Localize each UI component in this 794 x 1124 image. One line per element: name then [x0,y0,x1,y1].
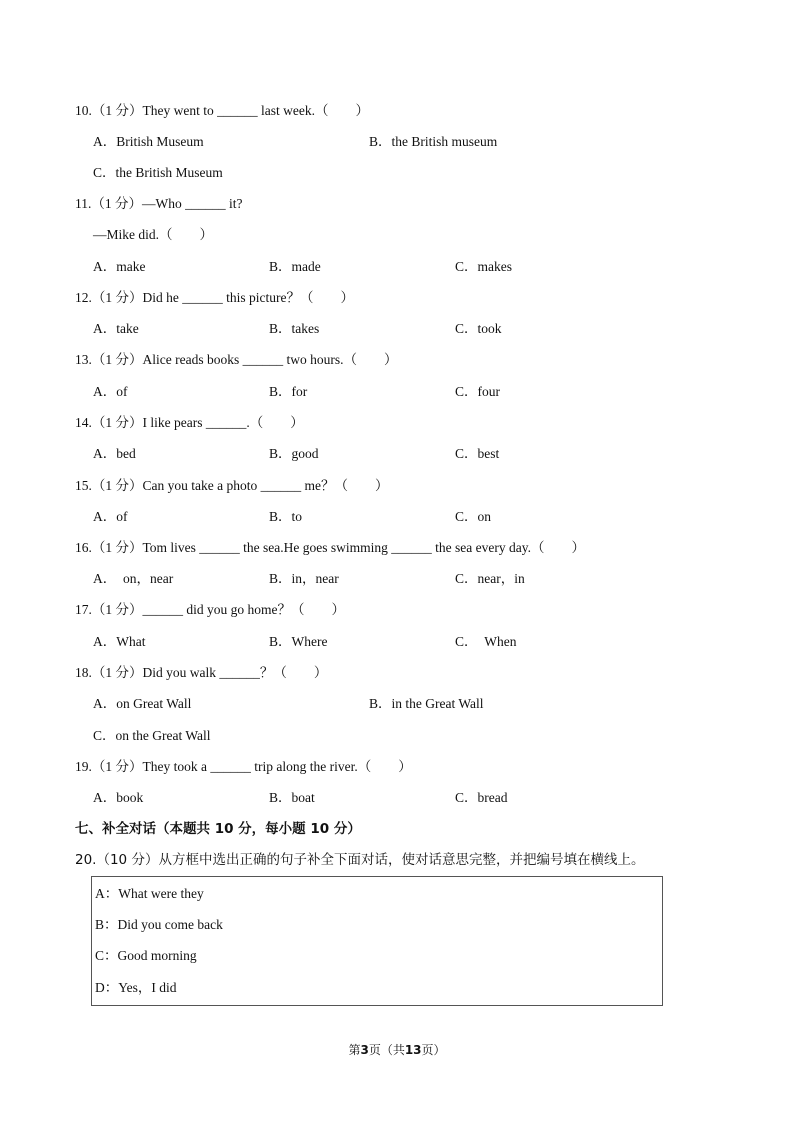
question-13-option-c[interactable]: C．four [455,384,500,399]
question-11-option-b[interactable]: B．made [269,259,321,274]
question-17-option-b[interactable]: B．Where [269,634,328,649]
question-14-option-b[interactable]: B．good [269,446,319,461]
question-11-stem-line2: —Mike did.（ ） [93,227,213,242]
question-10-option-b[interactable]: B．the British museum [369,134,498,149]
footer-page-number: 3 [360,1043,369,1057]
question-12-option-a[interactable]: A．take [93,321,139,336]
question-10-option-a[interactable]: A．British Museum [93,134,204,149]
question-13-option-a[interactable]: A．of [93,384,128,399]
question-11-option-a[interactable]: A．make [93,259,146,274]
question-13-option-b[interactable]: B．for [269,384,308,399]
question-17-option-a[interactable]: A．What [93,634,146,649]
question-19-option-a[interactable]: A．book [93,790,144,805]
footer-prefix: 第 [348,1043,361,1057]
page-footer [0,1041,794,1058]
question-15-stem: 15.（1 分）Can you take a photo ______ me？（ ） [75,478,389,493]
question-18-option-c[interactable]: C．on the Great Wall [93,728,211,743]
box-item-d: D：Yes，I did [95,980,177,995]
question-19-option-b[interactable]: B．boat [269,790,315,805]
question-20-stem: 20.（10 分）从方框中选出正确的句子补全下面对话，使对话意思完整，并把编号填在横线上。 [75,852,645,868]
question-10-stem: 10.（1 分）They went to ______ last week.（ ） [75,103,369,118]
question-19-option-c[interactable]: C．bread [455,790,508,805]
question-10-option-c[interactable]: C．the British Museum [93,165,223,180]
question-12-option-b[interactable]: B．takes [269,321,320,336]
question-18-option-b[interactable]: B．in the Great Wall [369,696,484,711]
footer-suffix: 页） [421,1043,446,1057]
footer-total-pages: 13 [404,1043,422,1057]
footer-mid: 页（共 [368,1043,405,1057]
question-12-stem: 12.（1 分）Did he ______ this picture？（ ） [75,290,354,305]
question-19-stem: 19.（1 分）They took a ______ trip along the river.（ ） [75,759,412,774]
question-15-option-c[interactable]: C．on [455,509,492,524]
question-15-option-b[interactable]: B．to [269,509,303,524]
box-item-b: B：Did you come back [95,917,223,932]
question-14-option-a[interactable]: A．bed [93,446,136,461]
question-14-stem: 14.（1 分）I like pears ______.（ ） [75,415,304,430]
question-16-option-c[interactable]: C．near，in [455,571,525,586]
question-16-option-a[interactable]: A． on，near [93,571,174,586]
question-12-option-c[interactable]: C．took [455,321,502,336]
question-18-stem: 18.（1 分）Did you walk ______？（ ） [75,665,328,680]
question-16-stem: 16.（1 分）Tom lives ______ the sea.He goes swimming ______ the sea every day.（ ） [75,540,585,555]
box-item-a: A：What were they [95,886,204,901]
question-17-option-c[interactable]: C． When [455,634,517,649]
question-14-option-c[interactable]: C．best [455,446,500,461]
question-11-option-c[interactable]: C．makes [455,259,512,274]
question-17-stem: 17.（1 分）______ did you go home？（ ） [75,602,345,617]
question-15-option-a[interactable]: A．of [93,509,128,524]
question-13-stem: 13.（1 分）Alice reads books ______ two hours.（ ） [75,352,398,367]
question-18-option-a[interactable]: A．on Great Wall [93,696,192,711]
section-heading: 七、补全对话（本题共 10 分，每小题 10 分） [75,821,361,837]
box-item-c: C：Good morning [95,948,197,963]
question-16-option-b[interactable]: B．in，near [269,571,339,586]
question-11-stem: 11.（1 分）—Who ______ it? [75,196,243,211]
